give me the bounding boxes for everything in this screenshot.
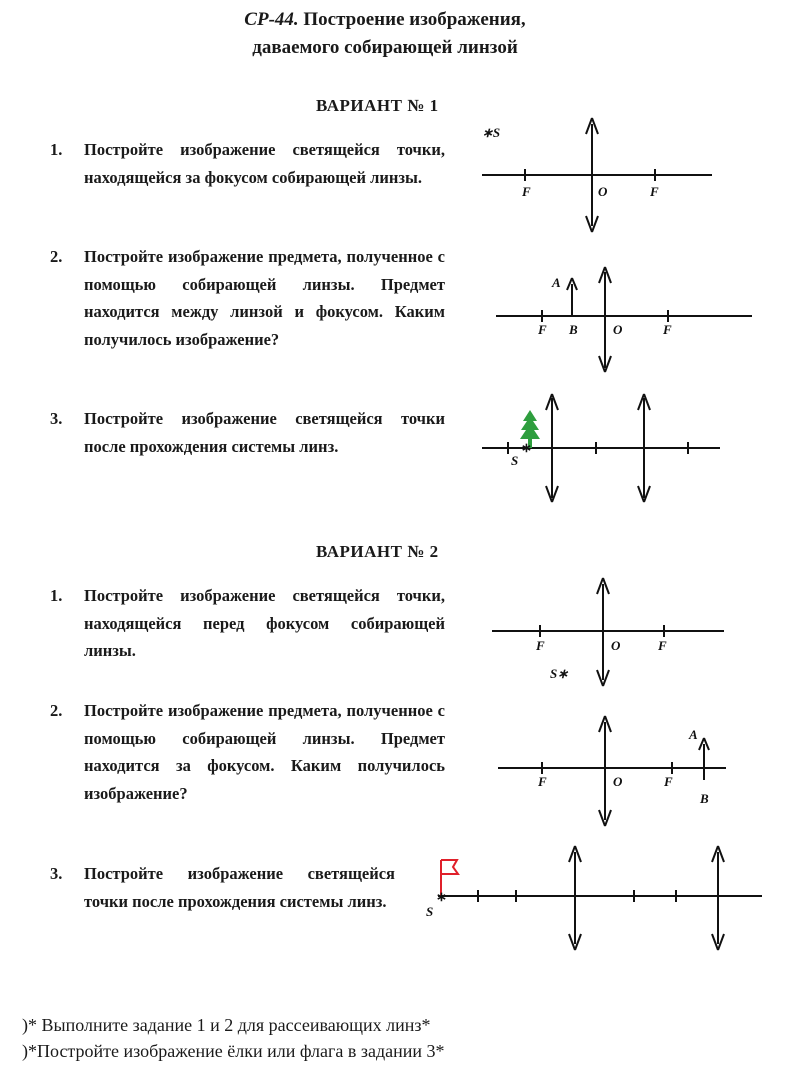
task-number: 1. [50, 140, 63, 159]
task-number: 3. [50, 864, 63, 883]
task-text: Постройте изображение светящейся точки после прохождения системы линз. [84, 409, 445, 456]
v2-task3 [50, 860, 395, 915]
v2-task2 [50, 697, 445, 807]
task-number: 2. [50, 247, 63, 266]
label-f-left: F [536, 638, 545, 653]
label-o: O [611, 638, 621, 653]
task-text: Постройте изображение предмета, полученное с помощью собирающей линзы. Предмет находится за фокусом. Каким получилось изображение? [84, 701, 445, 803]
variant1-heading: ВАРИАНТ № 1 [316, 96, 439, 115]
label-f-left: F [538, 322, 547, 337]
task-number: 3. [50, 409, 63, 428]
variant2-heading: ВАРИАНТ № 2 [316, 542, 439, 561]
task-text: Постройте изображение светящейся точки после прохождения системы линз. [84, 864, 395, 911]
task-text: Постройте изображение светящейся точки, находящейся за фокусом собирающей линзы. [84, 140, 445, 187]
page-subtitle [0, 34, 770, 62]
label-s: ∗S [482, 125, 501, 140]
label-o: O [613, 322, 623, 337]
label-s: S∗ [550, 666, 569, 681]
task-number: 2. [50, 701, 63, 720]
v1-lens-system-diagram [478, 392, 728, 507]
label-f-right: F [664, 774, 673, 789]
v1-lens-diagram-1 [470, 110, 720, 235]
label-f-left: F [522, 184, 531, 199]
label-b: B [700, 791, 709, 806]
v2-lens-diagram-1 [490, 574, 730, 690]
lens-arrowheads [569, 846, 724, 950]
point-marker: ∗ [436, 889, 447, 904]
label-s: S [511, 453, 519, 468]
point-marker: ∗ [521, 440, 532, 455]
label-a: A [552, 275, 561, 290]
title-line1: Построение изображения, [303, 9, 526, 30]
label-f-right: F [663, 322, 672, 337]
footer-note-2: )*Постройте изображение ёлки или флага в задании 3* [22, 1041, 445, 1061]
label-a: A [689, 727, 698, 742]
task-text: Постройте изображение светящейся точки, находящейся перед фокусом собирающей линзы. [84, 586, 445, 660]
v2-lens-diagram-2 [492, 712, 742, 830]
v1-lens-diagram-2 [490, 262, 760, 377]
label-f-right: F [650, 184, 659, 199]
label-b: B [569, 322, 578, 337]
label-s: S [426, 904, 434, 919]
label-f-right: F [658, 638, 667, 653]
label-o: O [613, 774, 623, 789]
v2-lens-system-diagram [420, 840, 770, 958]
task-text: Постройте изображение предмета, полученное с помощью собирающей линзы. Предмет находится между линзой и фокусом. Каким получилось изображение? [84, 247, 445, 349]
footer-note-1: )* Выполните задание 1 и 2 для рассеивающих линз* [22, 1015, 431, 1035]
v1-task2 [50, 243, 445, 353]
task-number: 1. [50, 586, 63, 605]
title-line2: даваемого собирающей линзой [252, 37, 518, 58]
v2-task1 [50, 582, 445, 665]
v1-task1 [50, 136, 445, 191]
page-title [0, 6, 770, 34]
title-code: СР-44. [244, 9, 299, 30]
label-f-left: F [538, 774, 547, 789]
v1-task3 [50, 405, 445, 460]
label-o: O [598, 184, 608, 199]
